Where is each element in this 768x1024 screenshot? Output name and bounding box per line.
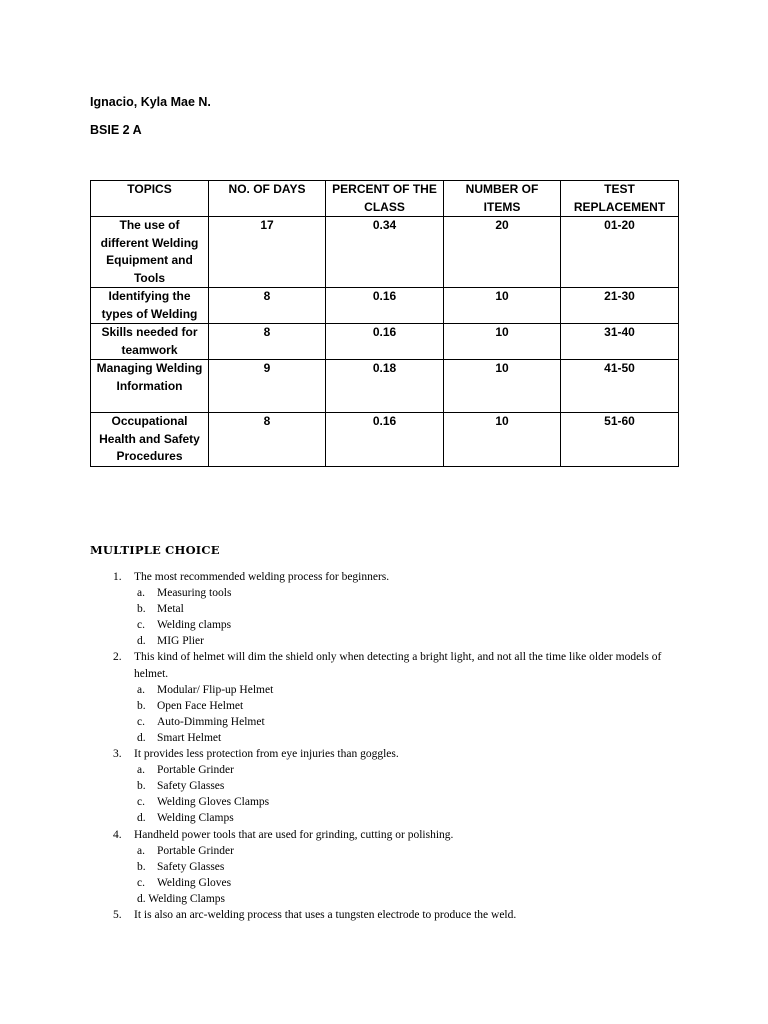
question-item	[90, 907, 680, 923]
option-text: Welding Clamps	[157, 812, 234, 825]
table-row	[91, 217, 679, 288]
table-header-row	[91, 181, 679, 217]
option-text: Welding clamps	[157, 619, 232, 632]
table-row	[91, 413, 679, 467]
cell-topic: Occupational Health and Safety Procedures	[91, 413, 209, 467]
cell-items: 10	[444, 324, 561, 360]
question-item	[90, 746, 680, 762]
cell-items: 10	[444, 413, 561, 467]
cell-percent: 0.34	[326, 217, 444, 288]
cell-replacement: 51-60	[561, 413, 679, 467]
question-item	[90, 827, 680, 843]
table-row	[91, 324, 679, 360]
cell-topic: The use of different Welding Equipment and Tools	[91, 217, 209, 288]
option-letter: b.	[137, 699, 146, 712]
option-text: Portable Grinder	[157, 844, 234, 857]
option-text: Metal	[157, 603, 184, 616]
answer-option	[90, 585, 680, 601]
option-letter: d.	[137, 635, 146, 648]
option-letter: c.	[137, 619, 145, 632]
option-text: Auto-Dimming Helmet	[157, 715, 265, 728]
cell-percent: 0.16	[326, 324, 444, 360]
cell-percent: 0.16	[326, 288, 444, 324]
option-letter: a.	[137, 764, 145, 777]
question-text: The most recommended welding process for beginners.	[134, 571, 390, 583]
answer-option	[90, 682, 680, 698]
cell-percent: 0.18	[326, 360, 444, 413]
student-name: Ignacio, Kyla Mae N.	[90, 95, 211, 109]
answer-option	[90, 875, 680, 891]
cell-days: 8	[209, 324, 326, 360]
table-row	[91, 288, 679, 324]
header-topics: TOPICS	[91, 181, 209, 217]
question-item	[90, 569, 680, 585]
option-letter: c.	[137, 715, 145, 728]
answer-option	[90, 714, 680, 730]
question-number: 5.	[113, 908, 122, 921]
option-letter: b.	[137, 780, 146, 793]
cell-days: 8	[209, 413, 326, 467]
cell-replacement: 01-20	[561, 217, 679, 288]
cell-items: 10	[444, 360, 561, 413]
question-number: 2.	[113, 651, 122, 664]
cell-items: 10	[444, 288, 561, 324]
question-number: 3.	[113, 748, 122, 761]
option-text: MIG Plier	[157, 635, 204, 648]
cell-items: 20	[444, 217, 561, 288]
option-text: Safety Glasses	[157, 780, 225, 793]
answer-option	[90, 730, 680, 746]
question-text: Handheld power tools that are used for grinding, cutting or polishing.	[134, 828, 454, 841]
option-letter: d.	[137, 812, 146, 825]
answer-option	[90, 762, 680, 778]
question-number: 4.	[113, 828, 122, 841]
table-row	[91, 360, 679, 413]
cell-topic: Managing Welding Information	[91, 360, 209, 413]
option-letter: d.	[137, 731, 146, 744]
cell-percent: 0.16	[326, 413, 444, 467]
question-number: 1.	[113, 571, 122, 583]
multiple-choice-title: MULTIPLE CHOICE	[90, 543, 220, 557]
answer-option	[90, 843, 680, 859]
question-text: It is also an arc-welding process that uses a tungsten electrode to produce the weld.	[134, 908, 517, 921]
cell-topic: Identifying the types of Welding	[91, 288, 209, 324]
answer-option-unformatted: d. Welding Clamps	[137, 892, 225, 905]
option-letter: b.	[137, 860, 146, 873]
question-text: It provides less protection from eye injuries than goggles.	[134, 748, 399, 761]
option-letter: a.	[137, 844, 145, 857]
cell-replacement: 31-40	[561, 324, 679, 360]
option-letter: a.	[137, 683, 145, 696]
header-replacement: TEST REPLACEMENT	[561, 181, 679, 217]
cell-days: 9	[209, 360, 326, 413]
answer-option	[90, 794, 680, 810]
header-days: NO. OF DAYS	[209, 181, 326, 217]
answer-option	[90, 859, 680, 875]
question-list	[90, 569, 680, 923]
answer-option	[90, 617, 680, 633]
answer-option	[90, 810, 680, 826]
option-text: Welding Gloves	[157, 876, 232, 889]
class-section: BSIE 2 A	[90, 123, 142, 137]
question-item	[90, 649, 680, 681]
cell-topic: Skills needed for teamwork	[91, 324, 209, 360]
answer-option	[90, 633, 680, 649]
answer-option	[90, 601, 680, 617]
header-items: NUMBER OF ITEMS	[444, 181, 561, 217]
option-text: Open Face Helmet	[157, 699, 244, 712]
cell-replacement: 21-30	[561, 288, 679, 324]
cell-days: 8	[209, 288, 326, 324]
option-letter: c.	[137, 876, 145, 889]
option-letter: c.	[137, 796, 145, 809]
option-text: Welding Gloves Clamps	[157, 796, 270, 809]
answer-option	[90, 778, 680, 794]
cell-replacement: 41-50	[561, 360, 679, 413]
option-text: Modular/ Flip-up Helmet	[157, 683, 274, 696]
option-letter: b.	[137, 603, 146, 616]
option-text: Smart Helmet	[157, 731, 222, 744]
topics-table	[90, 180, 679, 467]
question-text: This kind of helmet will dim the shield only when detecting a bright light, and not all the time like older models of helmet.	[134, 651, 662, 680]
option-text: Safety Glasses	[157, 860, 225, 873]
header-percent: PERCENT OF THE CLASS	[326, 181, 444, 217]
answer-option	[90, 698, 680, 714]
option-text: Portable Grinder	[157, 764, 234, 777]
cell-days: 17	[209, 217, 326, 288]
option-text: Measuring tools	[157, 587, 232, 600]
option-letter: a.	[137, 587, 145, 600]
